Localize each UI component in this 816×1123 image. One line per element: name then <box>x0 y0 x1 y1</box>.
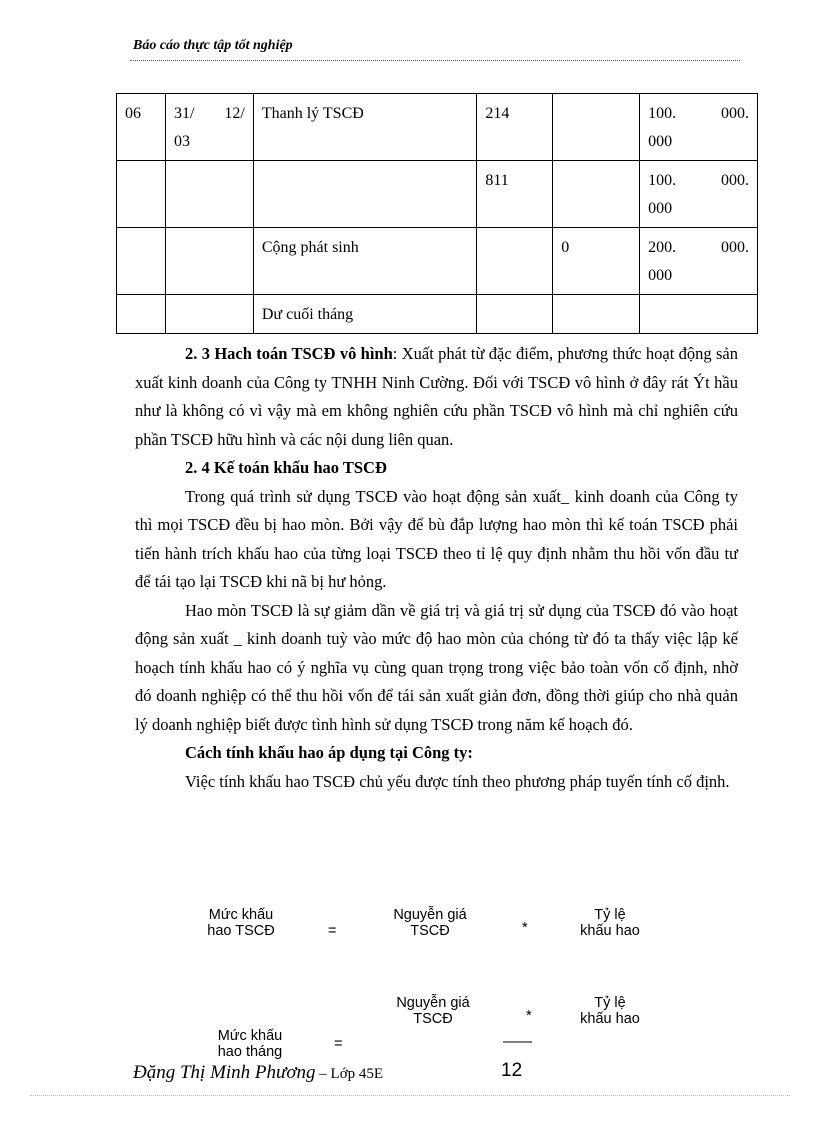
table-row <box>117 161 758 228</box>
formula2-multiply: * <box>526 1008 532 1024</box>
amount-part: 000. <box>721 239 749 256</box>
paragraph: Việc tính khấu hao TSCĐ chủ yếu được tính theo phương pháp tuyến tính cố định. <box>185 771 730 791</box>
section-2-3-paragraph <box>135 340 738 454</box>
formula2-fraction-bar: —— <box>503 1034 532 1050</box>
paragraph: Hao mòn TSCĐ là sự giảm dần về giá trị và giá trị sử dụng của TSCĐ đó vào hoạt động sản xuất _ kinh doanh tuỳ vào mức độ hao mòn của chóng từ đó ta thấy việc lập kế hoạch tính khấu hao có ý nghĩa vụ cùng quan trọng trong việc bảo toàn vốn cố định, nhờ đó doanh nghiệp có thể thu hồi vốn để tái sản xuất giản đơn, đồng thời giúp cho nhà quản lý doanh nghiệp biết được tình hình sử dụng TSCĐ trong năm kế hoạch đó. <box>135 600 738 734</box>
footer-divider <box>30 1095 790 1096</box>
table-row <box>117 228 758 295</box>
description-cell: Thanh lý TSCĐ <box>253 94 477 161</box>
page-number: 12 <box>501 1060 523 1081</box>
date-cell <box>165 228 253 295</box>
formula1-multiply: * <box>522 920 528 936</box>
formula-text: Tỷ lệ <box>594 907 626 923</box>
formula-text: Mức khấu <box>208 907 274 923</box>
description-cell: Cộng phát sinh <box>253 228 477 295</box>
amount-part: 000 <box>648 200 673 217</box>
formula1-equals: = <box>328 923 337 939</box>
formula-text: hao tháng <box>217 1044 283 1060</box>
document-header: Báo cáo thực tập tốt nghiệp <box>133 38 293 53</box>
author-class: – Lớp 45E <box>315 1066 384 1082</box>
formula1-lhs <box>196 907 286 939</box>
amount-cell <box>640 94 758 161</box>
table-row <box>117 94 758 161</box>
amount-cell <box>640 295 758 334</box>
method-heading: Cách tính khấu hao áp dụng tại Công ty: <box>185 743 473 762</box>
account-cell: 811 <box>477 161 553 228</box>
formula2-equals: = <box>334 1036 343 1052</box>
date-cell <box>165 295 253 334</box>
footer-author <box>133 1062 383 1084</box>
date-part: 03 <box>173 133 190 150</box>
formula-text: TSCĐ <box>410 923 450 939</box>
amount-part: 000 <box>648 267 673 284</box>
formula-text: khấu hao <box>580 923 640 939</box>
formula-text: Tỷ lệ <box>594 995 626 1011</box>
formula-text: Nguyễn giá <box>396 995 470 1011</box>
doc-number-cell <box>117 228 166 295</box>
formula-text: Mức khấu <box>217 1028 283 1044</box>
amount-part: 000. <box>721 105 749 122</box>
body-text <box>135 340 738 796</box>
date-part: 31/ <box>173 105 195 122</box>
amount-cell <box>640 161 758 228</box>
formula2-lhs <box>205 1028 295 1060</box>
formula-text: TSCĐ <box>413 1011 453 1027</box>
amount-cell <box>640 228 758 295</box>
account-cell: 214 <box>477 94 553 161</box>
paragraph: Trong quá trình sử dụng TSCĐ vào hoạt động sản xuất_ kinh doanh của Công ty thì mọi TSCĐ đều bị hao mòn. Bởi vậy để bù đắp lượng hao mòn thì kế toán TSCĐ phải tiến hành trích khấu hao của từng loại TSCĐ theo tỉ lệ quy định nhằm thu hồi vốn đầu tư để tái tạo lại TSCĐ khi nã bị hư hỏng. <box>135 486 738 591</box>
amount-part: 000 <box>648 133 673 150</box>
description-cell: Dư cuối tháng <box>253 295 477 334</box>
section-2-3-text: : Xuất phát từ đặc điểm, phương thức hoạt động sản xuất kinh doanh của Công ty TNHH Ninh Cường. Đối với TSCĐ vô hình ở đây rát Ýt hầu như là không có vì vậy mà em không nghiên cứu phần TSCĐ vô hình mà chỉ nghiên cứu phần TSCĐ hữu hình và các nội dung liên quan. <box>135 344 738 449</box>
formula1-rate <box>565 907 655 939</box>
date-cell <box>165 161 253 228</box>
header-divider <box>130 60 740 61</box>
doc-number-cell <box>117 295 166 334</box>
amount-part: 100. <box>648 172 677 189</box>
account-cell <box>477 295 553 334</box>
debit-cell <box>553 161 640 228</box>
account-cell <box>477 228 553 295</box>
doc-number-cell <box>117 161 166 228</box>
formula2-rate <box>565 995 655 1027</box>
date-part: 12/ <box>224 105 245 122</box>
formula-text: Nguyễn giá <box>393 907 467 923</box>
amount-part: 100. <box>648 105 677 122</box>
amount-part: 200. <box>648 239 677 256</box>
amount-part: 000. <box>721 172 749 189</box>
doc-number-cell: 06 <box>117 94 166 161</box>
description-cell <box>253 161 477 228</box>
formula1-original-cost <box>375 907 485 939</box>
formula-text: khấu hao <box>580 1011 640 1027</box>
debit-cell <box>553 295 640 334</box>
formula2-original-cost <box>378 995 488 1027</box>
section-2-4-heading: 2. 4 Kế toán khấu hao TSCĐ <box>185 458 387 477</box>
ledger-table <box>116 93 758 334</box>
formula-text: hao TSCĐ <box>207 923 275 939</box>
author-name: Đặng Thị Minh Phương <box>133 1062 316 1083</box>
debit-cell <box>553 94 640 161</box>
table-row <box>117 295 758 334</box>
date-cell <box>165 94 253 161</box>
section-2-3-heading: 2. 3 Hach toán TSCĐ vô hình <box>185 344 393 363</box>
debit-cell: 0 <box>553 228 640 295</box>
